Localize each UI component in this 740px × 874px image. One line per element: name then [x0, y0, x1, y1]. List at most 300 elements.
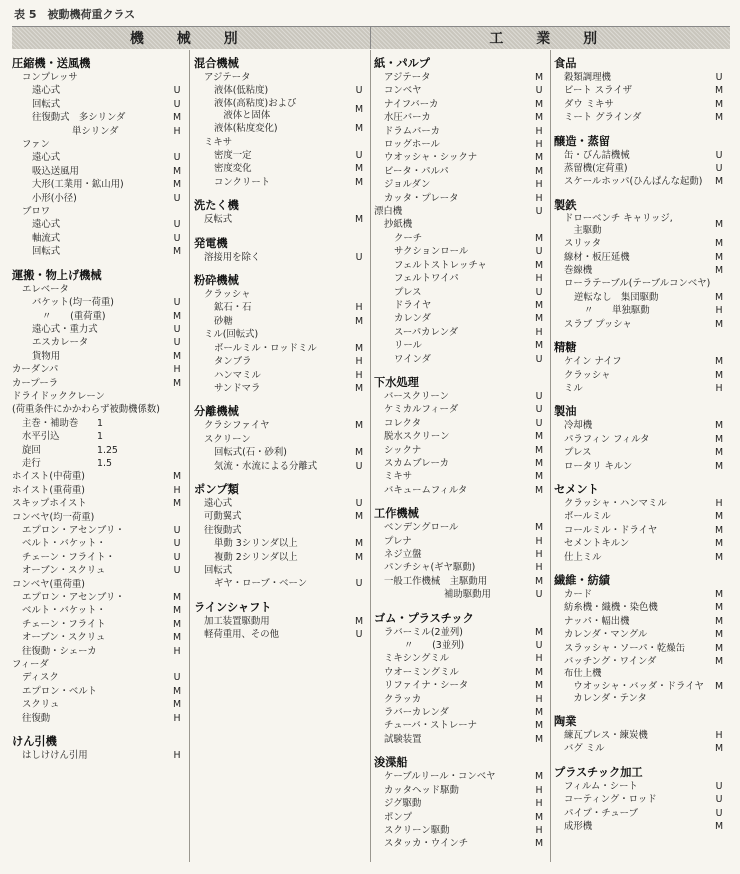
machine-label: 液体(粘度変化) — [214, 123, 278, 135]
load-class-value: M — [534, 471, 544, 483]
load-class-row — [554, 433, 726, 446]
machine-label: ワインダ — [394, 353, 431, 365]
machine-label: ケイン ナイフ — [564, 356, 622, 368]
load-class-value: U — [173, 232, 181, 244]
load-class-value: M — [714, 98, 724, 110]
load-class-row — [194, 84, 366, 97]
machine-label: スタッカ・ウインチ — [384, 838, 469, 850]
machine-label: スラブ プッシャ — [564, 318, 632, 330]
machine-label: カレンダ・マングル — [564, 629, 648, 641]
machine-label: 反転式 — [204, 214, 233, 226]
machine-label: バキュームフィルタ — [384, 484, 468, 496]
machine-label: 回転式 — [32, 246, 61, 258]
load-class-value: M — [534, 152, 544, 164]
machine-label: ウオッシャ・シックナ — [384, 152, 478, 164]
load-class-row — [374, 272, 546, 285]
machine-label: 成形機 — [564, 821, 593, 833]
load-class-value: M — [534, 575, 544, 587]
machine-label: 仕上ミル — [564, 551, 602, 563]
load-class-row — [374, 837, 546, 850]
machine-label: 練瓦プレス・練炭機 — [564, 730, 648, 742]
load-class-value: M — [172, 377, 182, 389]
load-class-row — [374, 218, 546, 231]
load-class-row — [12, 564, 184, 577]
load-class-row — [554, 175, 726, 188]
load-class-row — [12, 645, 184, 658]
machine-label: 軽荷重用、その他 — [204, 629, 280, 641]
load-class-row — [194, 176, 366, 189]
load-class-row — [12, 205, 184, 218]
machine-label: エプロン・アセンブリ・ — [22, 525, 125, 536]
load-class-row — [374, 232, 546, 245]
column-industry-1 — [374, 56, 546, 862]
machine-label: 遠心式 — [32, 85, 61, 97]
load-class-row — [194, 251, 366, 264]
load-class-row — [12, 671, 184, 684]
machine-label: 密度一定 — [214, 150, 252, 162]
load-class-row — [374, 125, 546, 138]
machine-label: クラッシャ・ハンマミル — [564, 497, 667, 509]
load-class-value: M — [534, 340, 544, 352]
load-class-row — [194, 537, 366, 550]
load-class-value: M — [714, 642, 724, 654]
load-class-row — [12, 350, 184, 363]
category-section — [554, 482, 726, 564]
machine-label: ロッグホール — [384, 139, 440, 151]
load-class-value: M — [354, 420, 364, 432]
load-class-value: H — [173, 125, 181, 137]
machine-label: エスカレータ — [32, 337, 89, 349]
category-section — [194, 198, 366, 226]
load-class-row — [554, 820, 726, 833]
load-class-row — [374, 733, 546, 746]
category-title: 製油 — [554, 405, 577, 419]
machine-label: エレベータ — [22, 283, 69, 295]
machine-label: クラッシャ — [204, 289, 251, 301]
load-class-value: U — [355, 251, 363, 263]
load-class-row — [374, 390, 546, 403]
load-class-value: M — [534, 299, 544, 311]
load-class-value: M — [534, 313, 544, 325]
load-class-value: M — [534, 232, 544, 244]
load-class-row — [554, 780, 726, 793]
machine-label: ブロワ — [22, 206, 51, 218]
load-class-value: M — [714, 588, 724, 600]
load-class-row — [554, 84, 726, 97]
machine-label: 巻線機 — [564, 265, 593, 277]
load-class-value: H — [535, 562, 543, 574]
machine-label: シックナ — [384, 444, 422, 456]
load-class-value: M — [714, 356, 724, 368]
machine-label: コンプレッサ — [22, 72, 78, 83]
load-class-value: M — [534, 771, 544, 783]
machine-label: 軸流式 — [32, 232, 61, 244]
machine-label: チェーン・フライト・ — [22, 551, 115, 563]
machine-label: 往復動式 多シリンダ — [32, 112, 126, 124]
load-class-row — [374, 138, 546, 151]
machine-label: ケーブルリール・コンベヤ — [384, 771, 496, 783]
load-class-row — [554, 807, 726, 820]
machine-label: チェーン・フライト — [22, 618, 106, 630]
load-class-value: M — [714, 433, 724, 445]
machine-label: 液体(低粘度) — [214, 85, 269, 97]
machine-label: フィーダ — [12, 659, 49, 671]
load-class-value: M — [534, 444, 544, 456]
load-class-row — [12, 511, 184, 524]
machine-label: 複動 2シリンダ以上 — [214, 551, 298, 563]
machine-label: ギヤ・ローブ・ベーン — [214, 578, 308, 590]
load-class-row — [12, 125, 184, 138]
machine-label: ロータリ キルン — [564, 460, 633, 472]
machine-label: 単動 3シリンダ以上 — [214, 538, 298, 550]
machine-label: 抄紙機 — [384, 219, 413, 231]
load-class-row — [12, 178, 184, 191]
load-class-row — [12, 712, 184, 725]
category-section — [554, 56, 726, 125]
load-class-row — [194, 136, 366, 149]
machine-label: 往復動・シェーカ — [22, 645, 97, 657]
machine-label: 漂白機 — [374, 206, 403, 218]
load-class-row — [374, 770, 546, 783]
load-class-value: M — [172, 112, 182, 124]
load-class-row — [374, 178, 546, 191]
load-class-value: U — [173, 219, 181, 231]
load-class-value: M — [714, 112, 724, 124]
load-class-value: H — [535, 535, 543, 547]
load-class-row — [554, 318, 726, 331]
load-class-row — [374, 245, 546, 258]
machine-label: スリッタ — [564, 238, 602, 250]
category-section — [194, 482, 366, 591]
load-class-row — [194, 342, 366, 355]
machine-label: ウオーミングミル — [384, 666, 459, 678]
load-class-value: H — [173, 645, 181, 657]
load-class-value: U — [173, 152, 181, 164]
machine-label: スケールホッパ(ひんぱんな起動) — [564, 176, 703, 188]
machine-label: ボールミル — [564, 511, 611, 523]
machine-label: 密度変化 — [214, 163, 252, 175]
load-class-value: M — [714, 369, 724, 381]
machine-label: ラバーミル(2並列) — [384, 626, 463, 638]
machine-label: 水平引込 1 — [22, 431, 103, 443]
category-section — [194, 56, 366, 189]
load-class-row — [12, 151, 184, 164]
load-class-value: M — [534, 680, 544, 692]
machine-label: スクリーン駆動 — [384, 824, 450, 836]
load-class-row — [374, 205, 546, 218]
load-class-value: U — [715, 794, 723, 806]
load-class-value: M — [172, 592, 182, 604]
load-class-value: U — [355, 578, 363, 590]
machine-label: 遠心式 — [32, 219, 61, 231]
category-section — [12, 56, 184, 259]
load-class-row — [554, 304, 726, 317]
load-class-row — [554, 510, 726, 523]
machine-label: エプロン・アセンブリ・ — [22, 592, 125, 604]
machine-label: クラッシャ — [564, 369, 611, 381]
load-class-row — [374, 111, 546, 124]
category-title: 紙・パルプ — [374, 57, 430, 70]
category-section — [554, 134, 726, 189]
load-class-row — [12, 336, 184, 349]
load-class-value: U — [173, 551, 181, 563]
load-class-row — [374, 824, 546, 837]
load-class-value: U — [173, 337, 181, 349]
category-title: 浚渫船 — [374, 756, 408, 770]
category-section — [194, 600, 366, 642]
load-class-value: H — [355, 302, 363, 314]
machine-label: 砂糖 — [214, 315, 233, 327]
machine-label: サンドマラ — [214, 382, 261, 394]
load-class-row — [554, 628, 726, 641]
load-class-row — [194, 71, 366, 84]
load-class-value: M — [714, 251, 724, 263]
load-class-row — [12, 524, 184, 537]
machine-label: ハンマミル — [214, 369, 261, 381]
category-title: 製鉄 — [554, 198, 577, 212]
load-class-row — [12, 71, 184, 84]
load-class-row — [194, 355, 366, 368]
load-class-value: M — [534, 666, 544, 678]
load-class-value: H — [535, 179, 543, 191]
load-class-value: M — [714, 447, 724, 459]
load-class-value: M — [354, 123, 364, 135]
machine-label: 走行 1.5 — [22, 457, 112, 469]
load-class-value: M — [714, 656, 724, 667]
machine-label: コンベヤ — [384, 85, 422, 97]
load-class-value: M — [172, 498, 182, 510]
load-class-row — [554, 497, 726, 510]
load-class-value: U — [535, 417, 543, 429]
load-class-value: H — [535, 693, 543, 705]
load-class-row — [374, 403, 546, 416]
load-class-value: M — [534, 431, 544, 443]
load-class-row — [12, 551, 184, 564]
load-class-value: M — [534, 707, 544, 719]
load-class-row — [554, 524, 726, 537]
load-class-row — [554, 588, 726, 601]
machine-label: ベルト・バケット・ — [22, 538, 106, 550]
category-title: 陶業 — [554, 715, 577, 729]
load-class-value: M — [534, 733, 544, 745]
machine-label: リール — [394, 340, 422, 352]
machine-label: 加工装置駆動用 — [204, 615, 270, 627]
load-class-row — [554, 237, 726, 250]
machine-label: 大形(工業用・鉱山用) — [32, 179, 124, 191]
load-class-value: H — [535, 798, 543, 810]
load-class-row — [374, 165, 546, 178]
column-divider — [550, 50, 551, 862]
load-class-value: U — [535, 246, 543, 258]
machine-label: 布仕上機 ウオッシャ・バッダ・ドライヤ カレンダ・テンタ — [564, 668, 704, 704]
load-class-row — [12, 749, 184, 762]
category-section — [194, 236, 366, 264]
machine-label: 缶・びん詰機械 — [564, 149, 630, 161]
load-class-row — [12, 98, 184, 111]
machine-label: パンチシャ(ギヤ駆動) — [384, 562, 476, 574]
machine-label: ミキサ — [384, 471, 413, 483]
load-class-value: H — [173, 364, 181, 376]
load-class-value: U — [355, 497, 363, 509]
load-class-row — [12, 578, 184, 591]
category-title: 下水処理 — [374, 375, 419, 389]
category-section — [12, 734, 184, 762]
load-class-value: H — [535, 139, 543, 151]
machine-label: バグ ミル — [564, 743, 605, 755]
load-class-value: H — [173, 484, 181, 496]
machine-label: 往復動 — [22, 712, 51, 724]
load-class-value: M — [172, 165, 182, 177]
load-class-value: M — [534, 457, 544, 469]
machine-label: 鉱石・石 — [214, 302, 252, 314]
machine-label: 回転式 — [204, 564, 233, 576]
machine-label: 〃 単独駆動 — [584, 305, 650, 317]
machine-label: オーブン・スクリュ — [22, 632, 106, 644]
load-class-value: M — [354, 214, 364, 226]
machine-label: ミート グラインダ — [564, 112, 642, 124]
machine-label: ダウ ミキサ — [564, 98, 614, 110]
load-class-row — [12, 497, 184, 510]
load-class-row — [374, 706, 546, 719]
load-class-row — [554, 668, 726, 705]
load-class-row — [12, 165, 184, 178]
load-class-row — [374, 484, 546, 497]
load-class-value: H — [715, 305, 723, 317]
load-class-row — [554, 446, 726, 459]
load-class-row — [374, 521, 546, 534]
load-class-value: M — [172, 179, 182, 191]
load-class-row — [554, 277, 726, 290]
category-section — [374, 755, 546, 850]
machine-label: スラッシャ・ソーパ・乾燥缶 — [564, 642, 686, 654]
machine-label: 水圧バーカ — [384, 112, 431, 124]
load-class-row — [554, 460, 726, 473]
load-class-value: U — [535, 353, 543, 365]
load-class-row — [12, 591, 184, 604]
load-class-row — [194, 524, 366, 537]
machine-label: ファン — [22, 139, 50, 151]
load-class-value: U — [173, 98, 181, 110]
machine-label: 線材・板圧延機 — [564, 251, 630, 263]
load-class-value: M — [714, 602, 724, 614]
load-class-row — [554, 149, 726, 162]
load-class-row — [12, 444, 184, 457]
load-class-row — [374, 417, 546, 430]
load-class-row — [374, 811, 546, 824]
load-class-row — [374, 666, 546, 679]
load-class-value: M — [714, 291, 724, 303]
load-class-row — [12, 484, 184, 497]
load-class-row — [554, 264, 726, 277]
load-class-value: H — [535, 784, 543, 796]
machine-label: バケット(均一荷重) — [32, 297, 114, 309]
table-caption: 表 5 被動機荷重クラス — [14, 8, 136, 21]
category-section — [554, 765, 726, 834]
machine-label: コールミル・ドライヤ — [564, 524, 658, 536]
load-class-row — [554, 71, 726, 84]
category-title: 粉砕機械 — [194, 274, 239, 288]
load-class-value: M — [354, 342, 364, 354]
load-class-value: M — [714, 743, 724, 755]
category-section — [554, 714, 726, 756]
load-class-row — [554, 419, 726, 432]
load-class-value: U — [535, 85, 543, 97]
machine-label: スクリーン — [204, 433, 251, 445]
machine-label: プレナ — [384, 535, 412, 547]
load-class-row — [12, 323, 184, 336]
load-class-row — [554, 729, 726, 742]
load-class-value: H — [715, 730, 723, 742]
load-class-value: M — [714, 538, 724, 550]
load-class-value: M — [534, 112, 544, 124]
load-class-value: U — [535, 206, 543, 218]
load-class-value: M — [714, 219, 724, 231]
load-class-value: H — [355, 369, 363, 381]
load-class-row — [194, 149, 366, 162]
load-class-row — [194, 301, 366, 314]
load-class-row — [554, 537, 726, 550]
column-machine-1 — [12, 56, 184, 862]
machine-label: (荷重条件にかかわらず被動機係数) — [12, 404, 160, 416]
load-class-value: M — [714, 551, 724, 563]
load-class-value: M — [172, 685, 182, 697]
header-by-industry: 工 業 別 — [489, 31, 612, 47]
load-class-row — [374, 561, 546, 574]
category-title: 圧縮機・送風機 — [12, 57, 91, 70]
load-class-row — [194, 551, 366, 564]
load-class-row — [12, 430, 184, 443]
category-section — [374, 506, 546, 601]
load-class-value: M — [534, 72, 544, 83]
load-class-row — [194, 419, 366, 432]
load-class-row — [374, 652, 546, 665]
machine-label: ドローベンチ キャリッジ, 主駆動 — [564, 212, 673, 237]
machine-label: カーダンパ — [12, 364, 59, 376]
machine-label: 蒸留機(定荷重) — [564, 163, 628, 175]
load-class-value: M — [534, 259, 544, 271]
load-class-value: U — [173, 192, 181, 204]
load-class-row — [554, 355, 726, 368]
load-class-value: U — [535, 390, 543, 402]
load-class-row — [12, 245, 184, 258]
load-class-value: H — [535, 653, 543, 665]
load-class-value: M — [172, 699, 182, 711]
machine-label: 脱水スクリーン — [384, 431, 450, 443]
machine-label: クラシファイヤ — [204, 420, 270, 432]
machine-label: スカムブレーカ — [384, 457, 450, 469]
load-class-row — [194, 564, 366, 577]
machine-label: 〃 (3並列) — [404, 640, 465, 652]
category-title: 食品 — [554, 57, 577, 70]
machine-label: 旋回 1.25 — [22, 444, 118, 456]
load-class-value: M — [354, 511, 364, 523]
load-class-row — [12, 537, 184, 550]
load-class-row — [12, 470, 184, 483]
machine-label: セメントキルン — [564, 538, 630, 550]
machine-label: ディスク — [22, 672, 59, 684]
load-class-row — [194, 577, 366, 590]
load-class-value: M — [354, 615, 364, 627]
load-class-row — [12, 138, 184, 151]
machine-label: 小形(小径) — [32, 192, 77, 204]
machine-label: ボールミル・ロッドミル — [214, 342, 317, 354]
load-class-value: H — [535, 326, 543, 338]
category-section — [12, 268, 184, 725]
machine-label: ホイスト(重荷重) — [12, 484, 85, 496]
machine-label: ミル(回転式) — [204, 329, 259, 341]
category-section — [554, 404, 726, 473]
machine-label: 一般工作機械 主駆動用 — [384, 575, 488, 587]
